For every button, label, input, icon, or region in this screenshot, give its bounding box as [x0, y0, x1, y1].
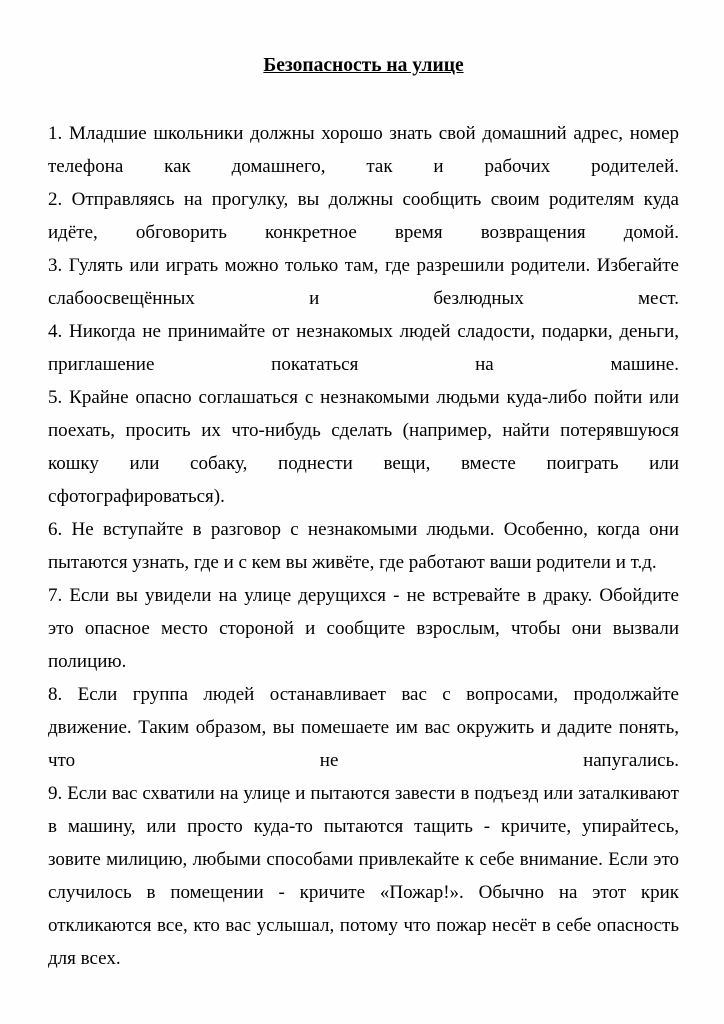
paragraph: 9. Если вас схватили на улице и пытаются завести в подъезд или заталкивают в машину, или просто куда-то пытаются тащить - кричите, упирайтесь, зовите милицию, любыми способами привлекайте к себе внимание. Если это случилось в помещении - кричите «Пожар!». Обычно на этот крик откликаются все, кто вас услышал, потому что пожар несёт в себе опасность для всех. [48, 783, 679, 969]
paragraph: 2. Отправляясь на прогулку, вы должны сообщить своим родителям куда идёте, обговорить конкретное время возвращения домой. [48, 189, 679, 243]
paragraphs [48, 117, 679, 975]
paragraph: 6. Не вступайте в разговор с незнакомыми людьми. Особенно, когда они пытаются узнать, где и с кем вы живёте, где работают ваши родители и т.д. [48, 519, 679, 573]
paragraph: 4. Никогда не принимайте от незнакомых людей сладости, подарки, деньги, приглашение покататься на машине. [48, 321, 679, 375]
page-title: Безопасность на улице [263, 55, 464, 76]
paragraph: 7. Если вы увидели на улице дерущихся - не встревайте в драку. Обойдите это опасное место стороной и сообщите взрослым, чтобы они вызвали полицию. [48, 585, 679, 672]
paragraph: 8. Если группа людей останавливает вас с вопросами, продолжайте движение. Таким образом, вы помешаете им вас окружить и дадите понять, что не напугались. [48, 684, 679, 771]
paragraph: 3. Гулять или играть можно только там, где разрешили родители. Избегайте слабоосвещённых и безлюдных мест. [48, 255, 679, 309]
paragraph: 5. Крайне опасно соглашаться с незнакомыми людьми куда-либо пойти или поехать, просить их что-нибудь сделать (например, найти потерявшуюся кошку или собаку, поднести вещи, вместе поиграть или сфотографироваться). [48, 387, 679, 507]
paragraph: 1. Младшие школьники должны хорошо знать свой домашний адрес, номер телефона как домашнего, так и рабочих родителей. [48, 123, 679, 177]
